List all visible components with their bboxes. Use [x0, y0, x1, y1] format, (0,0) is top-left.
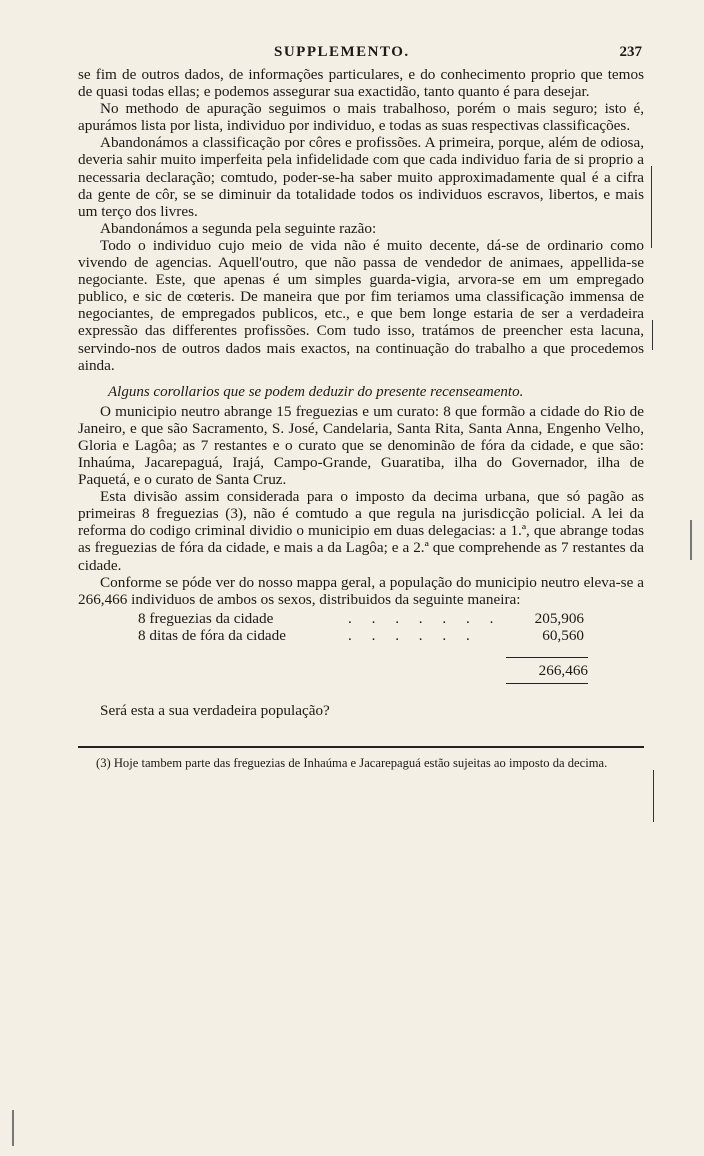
closing-question: Será esta a sua verdadeira população? — [100, 702, 330, 720]
page-header — [78, 44, 644, 66]
total-row — [78, 627, 644, 645]
margin-pencil-mark — [653, 770, 654, 822]
total-row-value: 60,560 — [542, 627, 584, 645]
section-heading: Alguns corollarios que se podem deduzir do presente recenseamento. — [108, 383, 524, 400]
paragraph: se fim de outros dados, de informações particulares, e do conhecimento proprio que temos de quasi todas ellas; e podemos assegurar sua exactidão, tanto quanto é para desejar. — [78, 66, 644, 101]
leader-dots: . . . . . . — [348, 627, 478, 645]
paragraph: Todo o individuo cujo meio de vida não é muito decente, dá-se de ordinario como vivendo de agencias. Aquell'outro, que não passa de vendedor de animaes, appellida-se negociante. Este, que apenas é um simples guarda-vigia, arvora-se em um empregado publico, e sic de cœteris. De maneira que por fim teriamos uma classificação immensa de negociantes, de empregados publicos, etc., e que bem longe estaria de ser a verdadeira expressão das differentes profissões. Com tudo isso, tratámos de preencher esta lacuna, servindo-nos de outros dados mais exactos, na continuação do trabalho a que procedemos ainda. — [78, 236, 644, 374]
sum-rule — [506, 657, 588, 658]
footnote-rule — [78, 746, 644, 748]
total-row-value: 205,906 — [534, 609, 584, 627]
paragraph: O municipio neutro abrange 15 freguezias e um curato: 8 que formão a cidade do Rio de Janeiro, e que são Sacramento, S. José, Candelaria, Santa Rita, Santa Anna, Engenho Velho, Gloria e Lagôa; as 7 restantes e o curato que se denominão de fóra da cidade, e que são: Inhaúma, Jacarepaguá, Irajá, Campo-Grande, Guaratiba, ilha do Governador, ilha de Paquetá, e o curato de Santa Cruz. — [78, 402, 644, 489]
book-page — [78, 44, 644, 770]
total-row-label: 8 ditas de fóra da cidade — [138, 627, 287, 645]
scan-artifact — [12, 1110, 14, 1146]
paragraph: No methodo de apuração seguimos o mais trabalhoso, porém o mais seguro; isto é, apurámos lista por lista, individuo por individuo, e todas as suas respectivas classificações. — [78, 100, 644, 135]
paragraph: Conforme se póde ver do nosso mappa geral, a população do municipio neutro eleva-se a 266,466 individuos de ambos os sexos, distribuidos da seguinte maneira: — [78, 573, 644, 608]
footnote: (3) Hoje tambem parte das freguezias de Inhaúma e Jacarepaguá estão sujeitas ao imposto da decima. — [96, 756, 608, 771]
paragraph: Abandonámos a classificação por côres e profissões. A primeira, porque, além de odiosa, deveria sahir muito imperfeita pela infidelidade com que cada individuo faria de si proprio a necessaria declaração; comtudo, poder-se-ha saber muito approximadamente qual é a cifra da gente de côr, se se diminuir da totalidade todos os individuos escravos, libertos, e mais um terço dos livres. — [78, 134, 644, 220]
margin-pencil-mark — [651, 166, 652, 248]
paragraph: Esta divisão assim considerada para o imposto da decima urbana, que só pagão as primeiras 8 freguezias (3), não é comtudo a que regula na jurisdicção policial. A lei da reforma do codigo criminal dividio o municipio em duas delegacias: a 1.ª, que abrange todas as freguezias de fóra da cidade, e mais a da Lagôa; e a 2.ª que comprehende as 7 restantes da cidade. — [78, 488, 644, 574]
margin-pencil-mark — [652, 320, 653, 350]
leader-dots: . . . . . . . — [348, 609, 502, 627]
page-number: 237 — [619, 44, 642, 60]
total-row — [78, 610, 644, 628]
population-totals — [78, 610, 644, 685]
grand-total: 266,466 — [538, 661, 588, 679]
body-text — [78, 66, 644, 608]
sum-rule-bottom — [506, 683, 588, 684]
paragraph: Abandonámos a segunda pela seguinte razão: — [100, 219, 377, 237]
running-title: SUPPLEMENTO. — [274, 44, 410, 60]
total-row-label: 8 freguezias da cidade — [138, 609, 274, 627]
scan-artifact — [690, 520, 692, 560]
